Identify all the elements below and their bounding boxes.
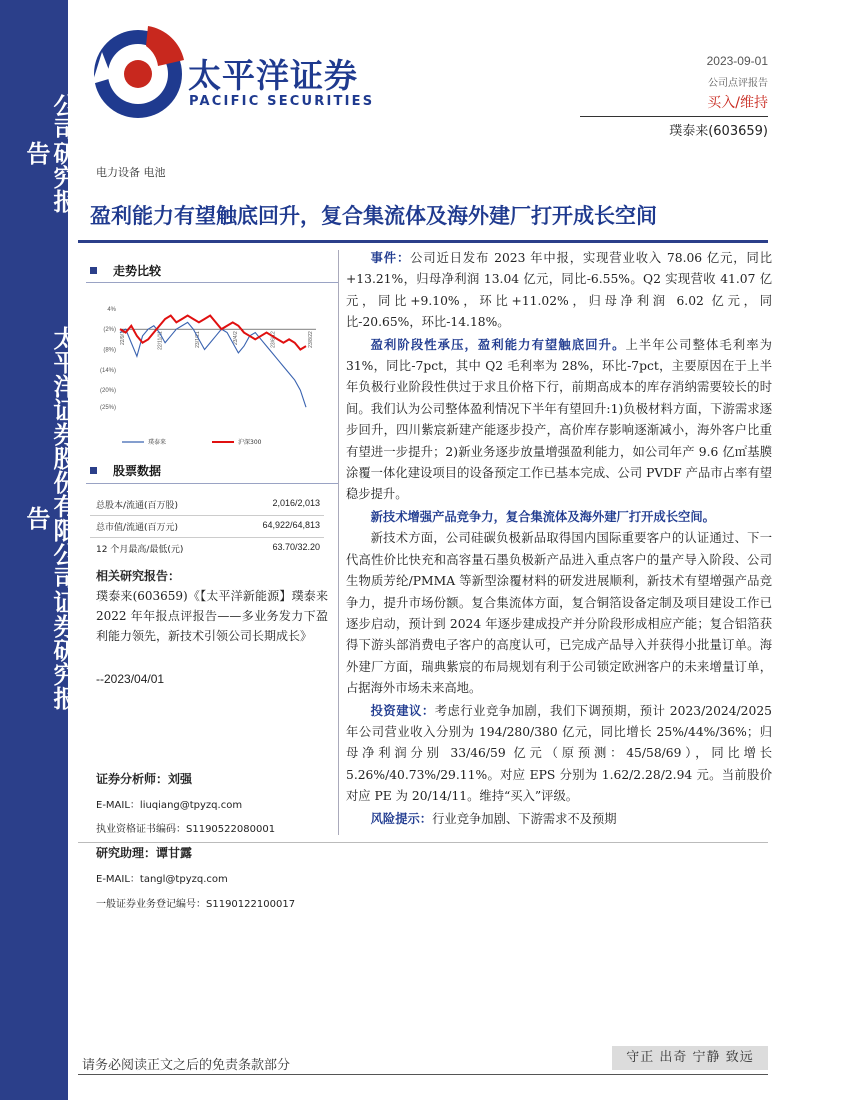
brand-name-cn: 太平洋证券 (188, 56, 358, 95)
risk-text: 行业竞争加剧、下游需求不及预期 (432, 811, 617, 826)
assistant-heading: 研究助理：谭甘露 (96, 846, 193, 860)
legend-label: 璞泰来 (148, 439, 167, 446)
market-row-label: 12 个月最高/最低(元) (96, 545, 184, 555)
trend-rule (86, 282, 338, 283)
paragraph-event (346, 247, 772, 334)
y-tick-label: (8%) (103, 347, 116, 354)
market-row-value: 63.70/32.20 (272, 542, 320, 552)
series-line (120, 316, 306, 350)
trend-heading-text: 走势比较 (113, 264, 162, 278)
profit-lead: 盈利阶段性承压，盈利能力有望触底回升。 (370, 336, 626, 352)
market-row-label: 总股本/流通(百万股) (96, 501, 179, 511)
footer-rule (78, 842, 768, 843)
paragraph-tech-heading (346, 506, 772, 528)
x-tick-label: 23/6/12 (270, 331, 277, 348)
legend-label: 沪深300 (238, 439, 262, 446)
risk-lead: 风险提示： (370, 810, 433, 826)
industry-label: 电力设备 电池 (96, 166, 166, 179)
market-row-divider (90, 537, 324, 538)
square-bullet-icon (90, 467, 97, 474)
market-row-value: 2,016/2,013 (272, 498, 320, 508)
report-date: 2023-09-01 (706, 54, 768, 68)
assistant-email[interactable]: E-MAIL：tangl@tpyzq.com (96, 874, 228, 885)
paragraph-tech (346, 528, 772, 699)
market-row (96, 498, 320, 511)
tech-lead: 新技术增强产品竞争力，复合集流体及海外建厂打开成长空间。 (370, 508, 715, 524)
report-type: 公司点评报告 (708, 78, 768, 89)
advice-lead: 投资建议： (370, 702, 435, 718)
market-row-divider (90, 515, 324, 516)
market-rule (86, 483, 338, 484)
sidebar-bottom-label: 太平洋证券股份有限公司证券研究报告 (22, 326, 77, 710)
x-tick-label: 22/11/11 (157, 331, 164, 350)
stock-name: 璞泰来(603659) (669, 124, 768, 139)
footer-disclaimer: 请务必阅读正文之后的免责条款部分 (82, 1058, 291, 1073)
related-heading: 相关研究报告： (96, 569, 181, 583)
company-logo (88, 22, 188, 122)
footer-line (78, 1074, 768, 1075)
paragraph-profit (346, 334, 772, 506)
sidebar (0, 0, 77, 1100)
sidebar-top-label: 公司研究报告 (22, 93, 77, 213)
tech-text: 新技术方面，公司硅碳负极新品取得国内国际重要客户的认证通过、下一代高性价比快充和高容量石墨负极新产品进入重点客户的量产导入阶段、公司生物质芳纶/PMMA 等新型涂覆材料的研发进展顺利，新技术有望增强产品竞争力，提升市场份额。复合集流体方面，复合铜箔设备定制及项目建设工作已逐步启动，预计到 2024 年逐步建成投产并分阶段形成相应产能；复合铝箔获得下游头部消费电子客户的高度认可，已完成产品导入并获得小批量订单。海外建厂方面，瑞典紫宸的布局规划有利于公司锁定欧洲客户的未来增量订单，占据海外市场未来高地。 (346, 531, 772, 696)
paragraph-risk (346, 808, 772, 830)
advice-text: 考虑行业竞争加剧，我们下调预期，预计 2023/2024/2025 年公司营业收入分别为 194/280/380 亿元，同比增长 25%/44%/36%；归母净利润分别 33/46/59 亿元（原预测：45/58/69），同比增长 5.26%/40.73%/29.11%。对应 EPS 分别为 1.62/2.28/2.94 元。当前股价对应 PE 为 20/14/11。维持“买入”评级。 (346, 703, 772, 804)
analyst-email[interactable]: E-MAIL：liuqiang@tpyzq.com (96, 800, 243, 811)
square-bullet-icon (90, 267, 97, 274)
y-tick-label: (25%) (99, 405, 116, 412)
y-tick-label: (14%) (99, 367, 116, 374)
footer-motto: 守正 出奇 宁静 致远 (612, 1046, 768, 1070)
event-lead: 事件： (370, 250, 411, 265)
profit-text: 上半年公司整体毛利率为 31%，同比-7pct，其中 Q2 毛利率为 28%，环比-7pct，主要原因在于上半年负极行业阶段性供过于求且价格下行，前期高成本的库存消纳需要较长的时间。我们认为公司整体盈利情况下半年有望回升:1)负极材料方面，下游需求逐步回升，四川紫宸新建产能逐步投产，高价库存影响逐渐减小，海外客户比重有望进一步提升；2)新业务逐步放量增强盈利能力，如公司年产 9.6 亿㎡基膜涂覆一体化建设项目的设备预定工作已基本完成、公司 PVDF 产品市占率有望稳步提升。 (346, 337, 772, 502)
market-row (96, 542, 320, 555)
column-divider (338, 250, 339, 835)
report-body (346, 247, 772, 830)
x-tick-label: 23/4/2 (232, 331, 239, 346)
event-text: 公司近日发布 2023 年中报，实现营业收入 78.06 亿元，同比+13.21%，归母净利润 13.04 亿元，同比-6.55%。Q2 实现营收 41.07 亿元，同比+9.10%，环比+11.02%，归母净利润 6.02 亿元，同比-20.65%，环比-14.18%。 (346, 251, 772, 330)
analyst-cert: 执业资格证书编码：S1190522080001 (96, 824, 276, 835)
series-line (120, 322, 306, 407)
related-report-link[interactable]: 璞泰来(603659)《【太平洋新能源】璞泰来 2022 年年报点评报告——多业务发力下盈利能力领先，新技术引领公司长期成长》 (96, 589, 328, 643)
header-divider (580, 116, 768, 117)
title-rule (78, 240, 768, 243)
report-title: 盈利能力有望触底回升，复合集流体及海外建厂打开成长空间 (90, 203, 657, 228)
market-row-value: 64,922/64,813 (262, 520, 320, 530)
brand-name-en: PACIFIC SECURITIES (189, 94, 375, 109)
trend-heading (90, 262, 161, 279)
paragraph-advice (346, 700, 772, 808)
analyst-heading: 证券分析师：刘强 (96, 772, 193, 786)
x-tick-label: 22/9/1 (120, 331, 126, 346)
y-tick-label: 4% (107, 306, 116, 313)
x-tick-label: 23/1/21 (195, 331, 202, 348)
trend-chart (90, 292, 322, 452)
assistant-cert: 一般证券业务登记编号：S1190122100017 (96, 899, 296, 910)
market-heading (90, 462, 161, 479)
market-row (96, 520, 320, 533)
rating: 买入/维持 (707, 95, 768, 111)
related-date: --2023/04/01 (96, 672, 165, 686)
y-tick-label: (20%) (99, 388, 116, 395)
y-tick-label: (2%) (103, 327, 116, 334)
x-tick-label: 23/8/22 (308, 331, 314, 348)
market-row-label: 总市值/流通(百万元) (96, 523, 179, 533)
market-heading-text: 股票数据 (113, 464, 162, 478)
